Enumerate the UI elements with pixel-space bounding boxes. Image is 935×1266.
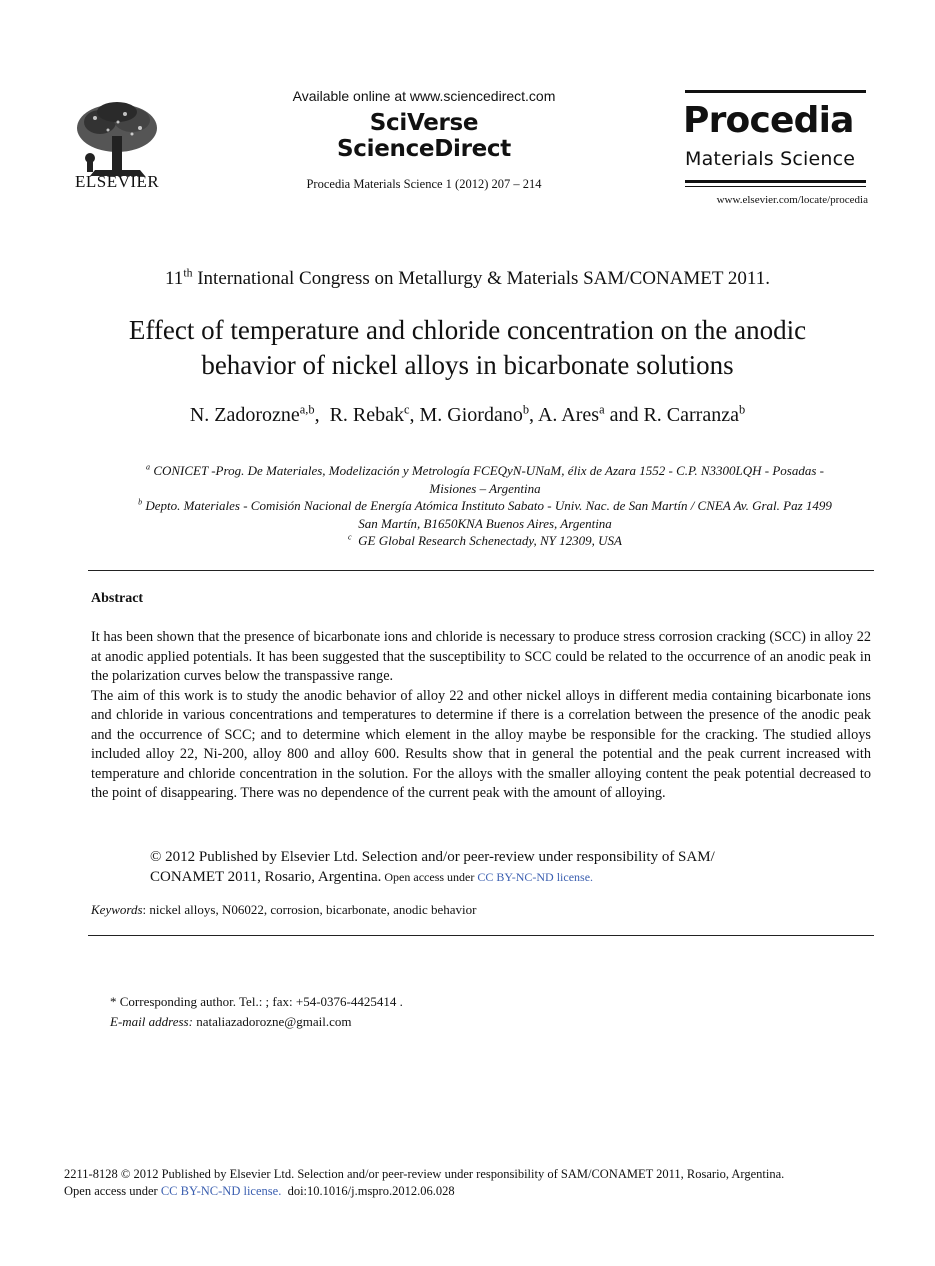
publisher-name: ELSEVIER [75,172,160,191]
procedia-top-rule [685,90,866,93]
affiliation-mark: a [146,462,151,472]
email-address[interactable]: nataliazadorozne@gmail.com [192,1013,352,1029]
email-label: E-mail address: [110,1013,193,1029]
affiliation-text: Depto. Materiales - Comisión Nacional de Energía Atómica Instituto Sabato - Univ. Nac. de San Martín / CNEA Av. Gral. Paz 1499 [142,498,832,513]
conference-ordinal: th [183,266,193,280]
author-name: M. Giordano [419,404,523,426]
author-separator: , [409,404,420,426]
author-name: R. Rebak [329,404,405,426]
affiliation-mark: b [138,497,143,507]
corresponding-author-footnote [110,992,810,1031]
author-affiliation: a [599,402,605,417]
journal-brand: Procedia [683,100,854,141]
affiliation-mark: c [348,532,352,542]
journal-citation: Procedia Materials Science 1 (2012) 207 – 214 [306,177,542,191]
available-online-text: Available online at www.sciencedirect.com [292,88,556,104]
author-separator: and [604,404,644,426]
author-affiliation: b [738,402,746,417]
title-line-2: behavior of nickel alloys in bicarbonate solutions [201,350,734,380]
abstract-paragraph: The aim of this work is to study the anodic behavior of alloy 22 and other nickel alloys in different media containing bicarbonate ions and chloride in various concentrations and temperatures to determine if there is a correlation between the presence of the anodic peak and the occurrence of SCC; and to determine which element in the alloy maybe be responsible for the cracking. The studied alloys included alloy 22, Ni-200, alloy 800 and alloy 600. Results show that in general the potential and the peak current increased with temperature and chloride concentration in the solution. For the alloys with the smaller alloying content the peak potential decreased to the point of disappearing. There was no dependence of the current peak with the amount of alloying. [91,687,871,801]
author-affiliation: b [522,402,530,417]
affiliation-text: GE Global Research Schenectady, NY 12309, USA [351,533,622,548]
journal-brand-sub: Materials Science [685,148,856,170]
author-affiliation: c [404,402,410,417]
author-name: A. Ares [537,404,600,426]
keywords-text: : nickel alloys, N06022, corrosion, bicarbonate, anodic behavior [142,902,477,917]
journal-url[interactable]: www.elsevier.com/locate/procedia [716,194,868,206]
footer-doi[interactable]: doi:10.1016/j.mspro.2012.06.028 [281,1184,455,1198]
paper-title [70,313,865,383]
keywords-label: Keywords [91,902,143,917]
conference-text: International Congress on Metallurgy & Materials SAM/CONAMET 2011. [192,268,770,289]
author-affiliation: a,b [299,402,315,417]
platform-name: SciVerse ScienceDirect [337,110,511,162]
author-list [60,404,875,427]
footer-license-line [64,1184,914,1199]
copyright-line-2-wrap [150,867,810,887]
affiliation-b [95,497,875,515]
affiliations [95,462,875,550]
footer-open-access: Open access under [64,1184,161,1198]
license-link[interactable]: CC BY-NC-ND license. [477,870,594,884]
affiliation-a [95,462,875,480]
author-separator: , [314,404,330,426]
copyright-line-2: CONAMET 2011, Rosario, Argentina. [150,869,382,885]
author-name: N. Zadorozne [189,404,300,426]
procedia-bottom-rule [685,180,866,183]
affiliation-text: CONICET -Prog. De Materiales, Modelización y Metrología FCEQyN-UNaM, élix de Azara 1552 - C.P. N3300LQH - Posadas - [150,463,824,478]
copyright-line-1: © 2012 Published by Elsevier Ltd. Selection and/or peer-review under responsibility of SAM/ [150,849,715,865]
keywords [91,902,871,918]
email-line [110,1012,810,1032]
open-access-label: Open access under [381,870,478,884]
copyright-notice [150,847,810,887]
affiliation-a-cont: Misiones – Argentina [429,480,541,496]
corresponding-author: * Corresponding author. Tel.: ; fax: +54-0376-4425414 . [110,994,403,1009]
author-separator: , [529,404,538,426]
footer-copyright: 2211-8128 © 2012 Published by Elsevier Ltd. Selection and/or peer-review under responsibility of SAM/CONAMET 2011, Rosario, Argentina. [64,1167,785,1181]
affiliation-b-cont: San Martín, B1650KNA Buenos Aires, Argentina [358,515,612,531]
footer-license-link[interactable]: CC BY-NC-ND license. [160,1184,282,1198]
author-name: R. Carranza [643,404,739,426]
procedia-thin-rule [685,186,866,187]
abstract-heading: Abstract [91,591,144,606]
abstract-body [91,628,871,804]
abstract-paragraph: It has been shown that the presence of bicarbonate ions and chloride is necessary to produce stress corrosion cracking (SCC) in alloy 22 at anodic applied potentials. It has been suggested that the susceptibility to SCC could be related to the occurrence of an anodic peak in the polarization curves below the transpassive range. [91,629,871,684]
divider-bottom [88,935,874,936]
conference-number: 11 [165,268,184,289]
affiliation-c [95,532,875,550]
title-line-1: Effect of temperature and chloride concentration on the anodic [128,315,807,345]
conference-name [60,268,875,290]
divider-top [88,570,874,571]
